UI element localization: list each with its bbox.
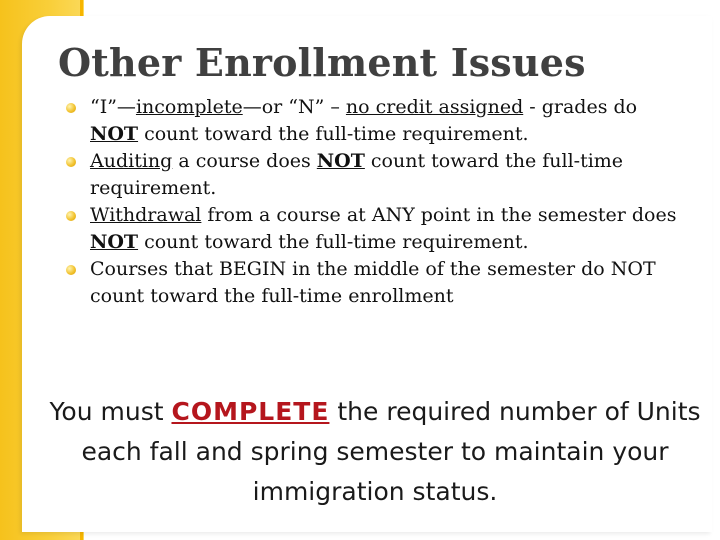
bullet-text: NOT bbox=[316, 150, 365, 172]
bullet-dot-icon bbox=[66, 103, 76, 113]
bullet-text: no credit assigned bbox=[345, 96, 524, 118]
bullet-text: - grades do bbox=[523, 96, 638, 118]
bullet-text: Withdrawal bbox=[90, 204, 202, 226]
bullet-text: Courses that BEGIN in the middle of the semester do NOT count toward the full-time enrollment bbox=[90, 258, 656, 307]
bullet-text: Auditing bbox=[90, 150, 173, 172]
note-after: the required number of Units each fall and spring semester to maintain your immigration status. bbox=[81, 397, 701, 506]
bullet-text: count toward the full-time requirement. bbox=[138, 231, 529, 253]
bullet-dot-icon bbox=[66, 211, 76, 221]
bullet-text: count toward the full-time requirement. bbox=[138, 123, 529, 145]
bullet-list bbox=[66, 94, 686, 310]
bullet-text: a course does bbox=[172, 150, 317, 172]
bullet-dot-icon bbox=[66, 265, 76, 275]
bullet-text: —or “N” – bbox=[242, 96, 346, 118]
bullet-item bbox=[66, 202, 686, 256]
slide-title: Other Enrollment Issues bbox=[58, 40, 586, 85]
bullet-item bbox=[66, 256, 686, 310]
note-before: You must bbox=[49, 397, 172, 426]
bullet-item bbox=[66, 94, 686, 148]
note-emphasis: COMPLETE bbox=[171, 397, 330, 426]
bullet-text: “I”— bbox=[90, 96, 136, 118]
bullet-text: incomplete bbox=[135, 96, 243, 118]
note-text bbox=[30, 392, 720, 512]
bullet-item bbox=[66, 148, 686, 202]
bullet-dot-icon bbox=[66, 157, 76, 167]
bullet-text: NOT bbox=[90, 231, 139, 253]
bullet-text: from a course at ANY point in the semester does bbox=[201, 204, 677, 226]
bullet-text: count toward the full-time requirement. bbox=[90, 150, 624, 199]
bullet-text: NOT bbox=[90, 123, 139, 145]
